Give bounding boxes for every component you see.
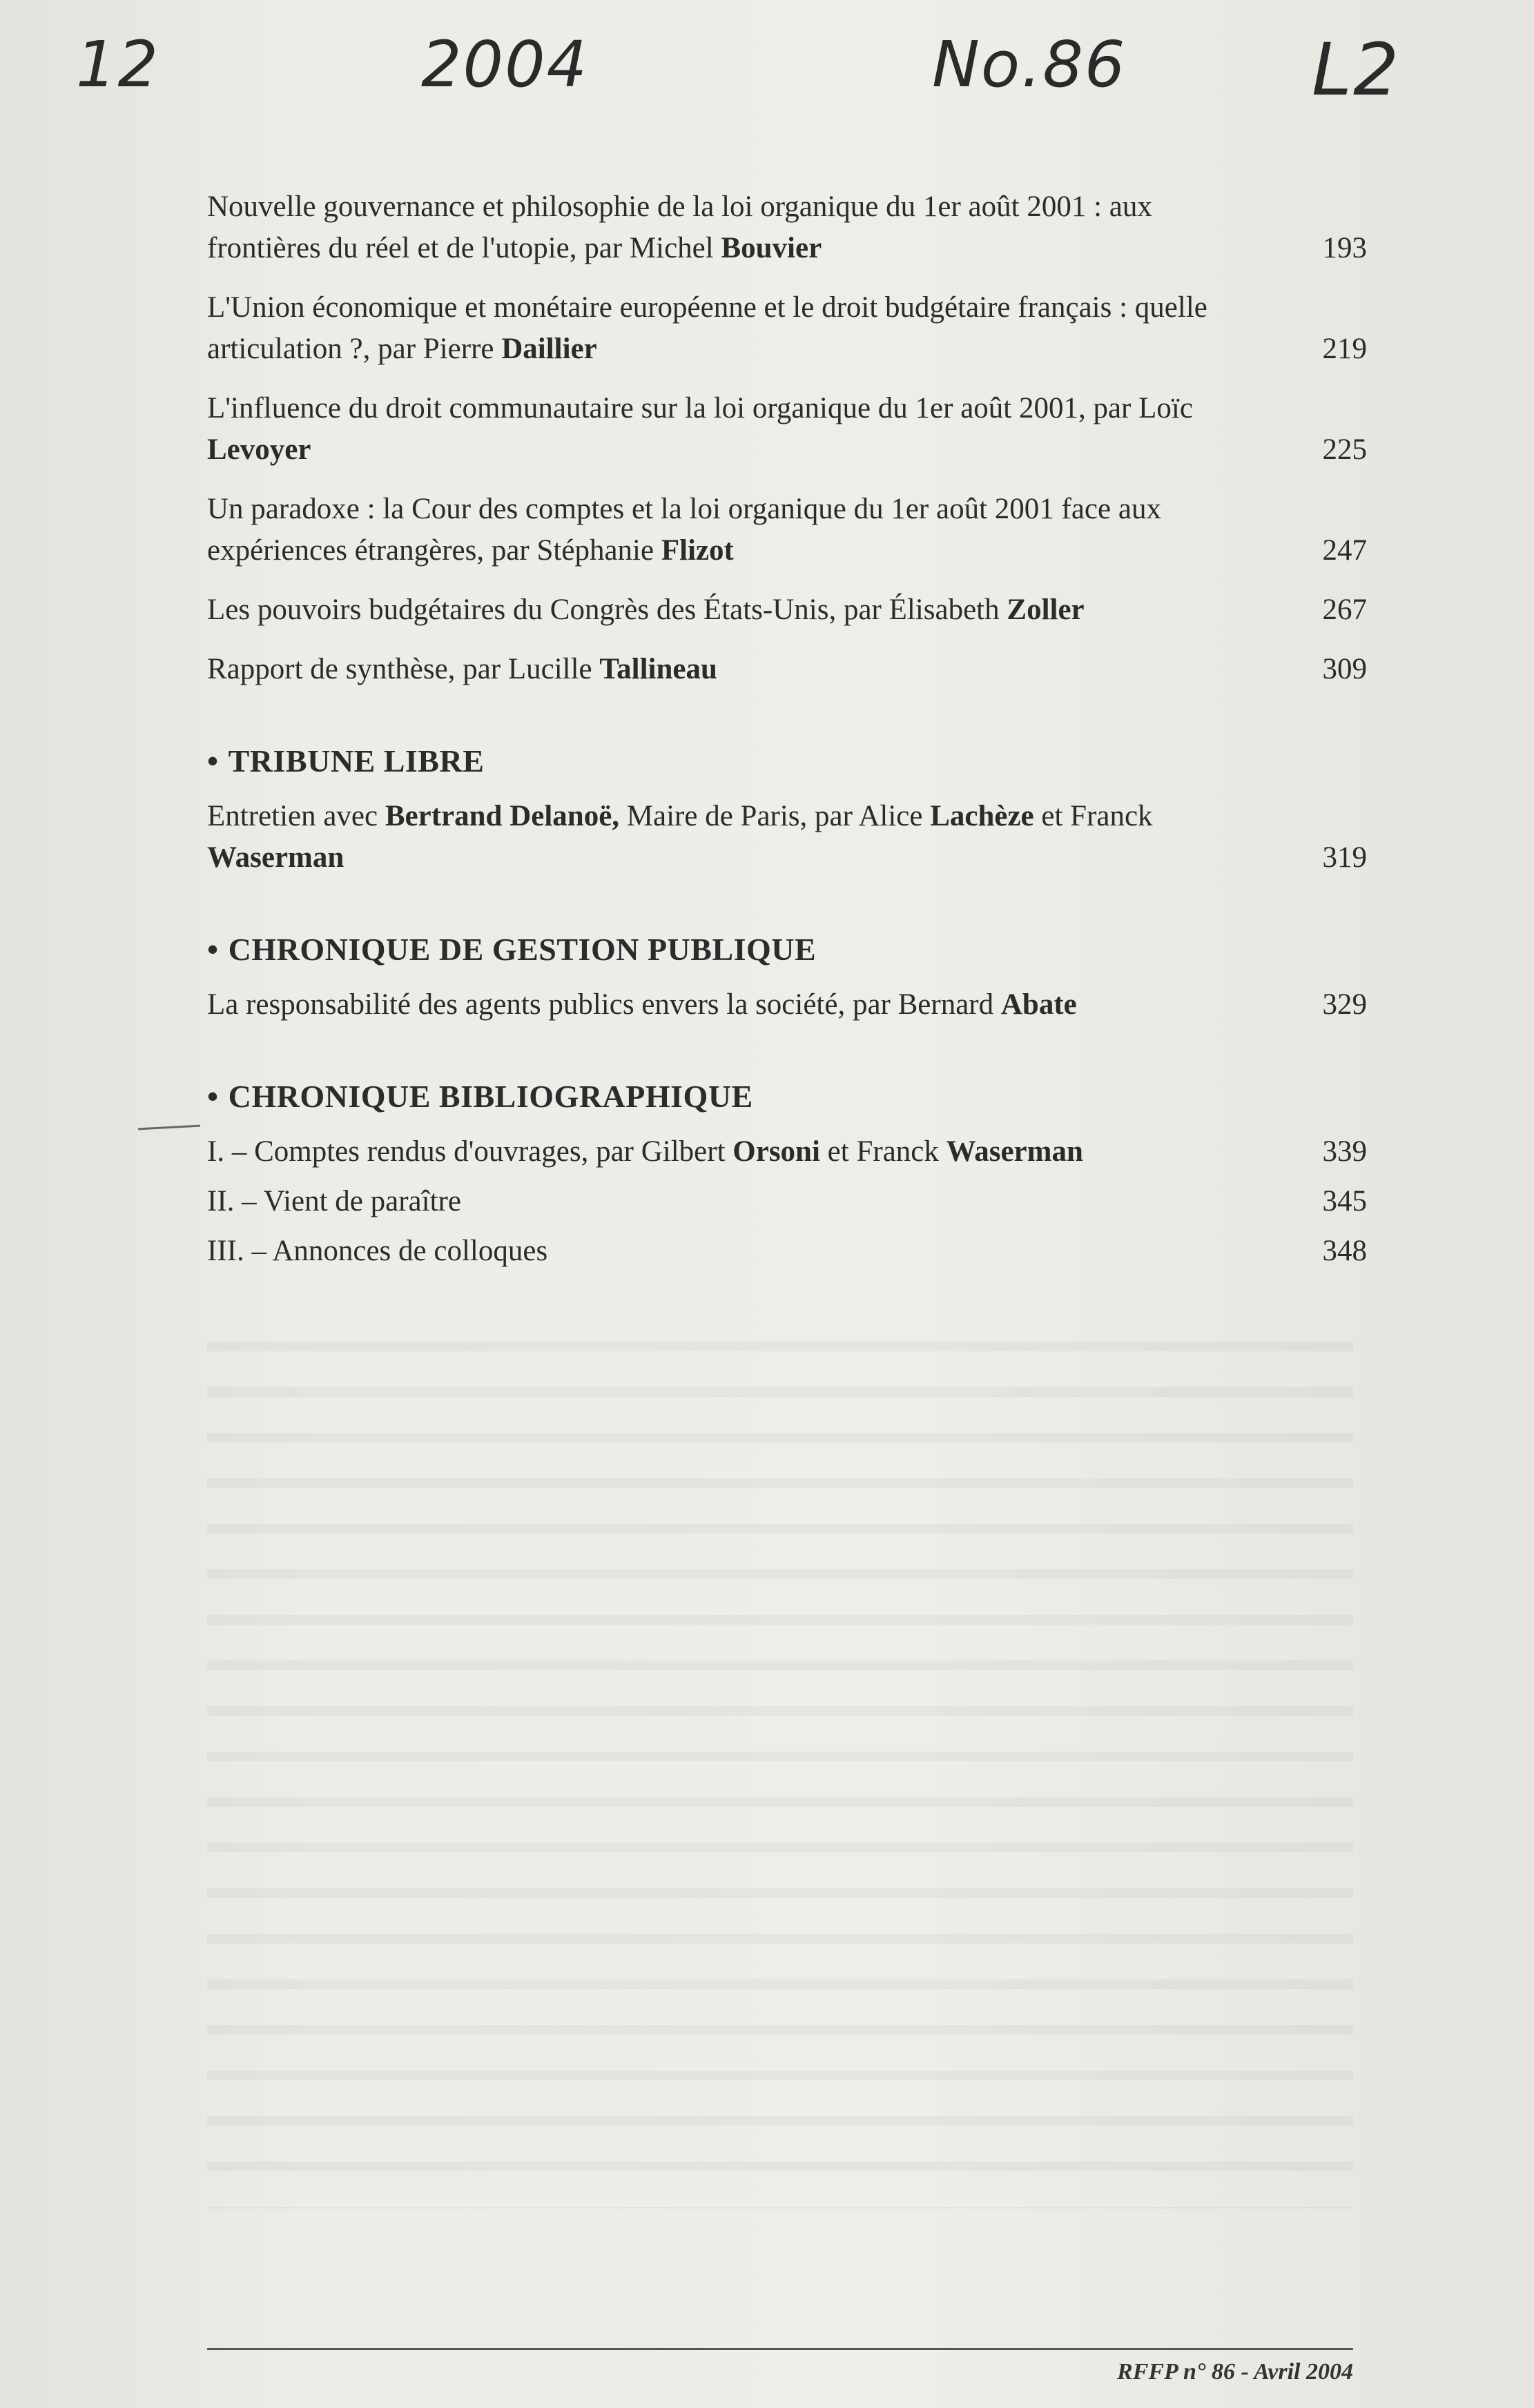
toc-entry: Nouvelle gouvernance et philosophie de la loi organique du 1er août 2001 : aux frontières du réel et de l'utopie, par Michel Bouvier 193 xyxy=(207,186,1367,269)
page-number: 309 xyxy=(1322,653,1367,685)
toc-entry: I. – Comptes rendus d'ouvrages, par Gilbert Orsoni et Franck Waserman 339 xyxy=(207,1131,1367,1173)
page-number: 193 xyxy=(1322,232,1367,264)
page-number: 267 xyxy=(1322,594,1367,626)
page-number: 339 xyxy=(1322,1135,1367,1168)
page-number: 348 xyxy=(1322,1235,1367,1267)
handwritten-issue: No.86 xyxy=(932,28,1127,101)
table-of-contents xyxy=(207,186,1367,1290)
page-number: 345 xyxy=(1322,1185,1367,1217)
section-heading-tribune: • TRIBUNE LIBRE xyxy=(207,743,485,779)
page-number: 247 xyxy=(1322,534,1367,567)
handwritten-year: 2004 xyxy=(421,28,589,101)
toc-entry: Les pouvoirs budgétaires du Congrès des États-Unis, par Élisabeth Zoller 267 xyxy=(207,589,1367,631)
page-number: 225 xyxy=(1322,433,1367,466)
toc-entry: III. – Annonces de colloques 348 xyxy=(207,1231,1367,1272)
toc-entry: Entretien avec Bertrand Delanoë, Maire de Paris, par Alice Lachèze et Franck Waserman 319 xyxy=(207,796,1367,879)
bleed-through xyxy=(207,1311,1353,2209)
toc-entry: Rapport de synthèse, par Lucille Tallineau 309 xyxy=(207,649,1367,690)
section-heading-biblio: • CHRONIQUE BIBLIOGRAPHIQUE xyxy=(207,1079,753,1114)
handwritten-volume: 12 xyxy=(76,28,160,101)
toc-entry: Un paradoxe : la Cour des comptes et la loi organique du 1er août 2001 face aux expériences étrangères, par Stéphanie Flizot 247 xyxy=(207,489,1367,571)
toc-entry: L'Union économique et monétaire européenne et le droit budgétaire français : quelle articulation ?, par Pierre Daillier 219 xyxy=(207,287,1367,370)
handwritten-ref: L2 xyxy=(1312,28,1401,112)
page-footer: RFFP n° 86 - Avril 2004 xyxy=(1117,2359,1353,2385)
toc-entry: L'influence du droit communautaire sur la loi organique du 1er août 2001, par Loïc Levoyer 225 xyxy=(207,388,1367,471)
page-number: 219 xyxy=(1322,333,1367,365)
toc-entry: La responsabilité des agents publics envers la société, par Bernard Abate 329 xyxy=(207,984,1367,1026)
footer-rule xyxy=(207,2348,1353,2350)
toc-entry: II. – Vient de paraître 345 xyxy=(207,1181,1367,1222)
section-heading-gestion: • CHRONIQUE DE GESTION PUBLIQUE xyxy=(207,932,817,967)
page-number: 329 xyxy=(1322,988,1367,1021)
page-number: 319 xyxy=(1322,841,1367,874)
pen-mark xyxy=(138,1125,200,1130)
